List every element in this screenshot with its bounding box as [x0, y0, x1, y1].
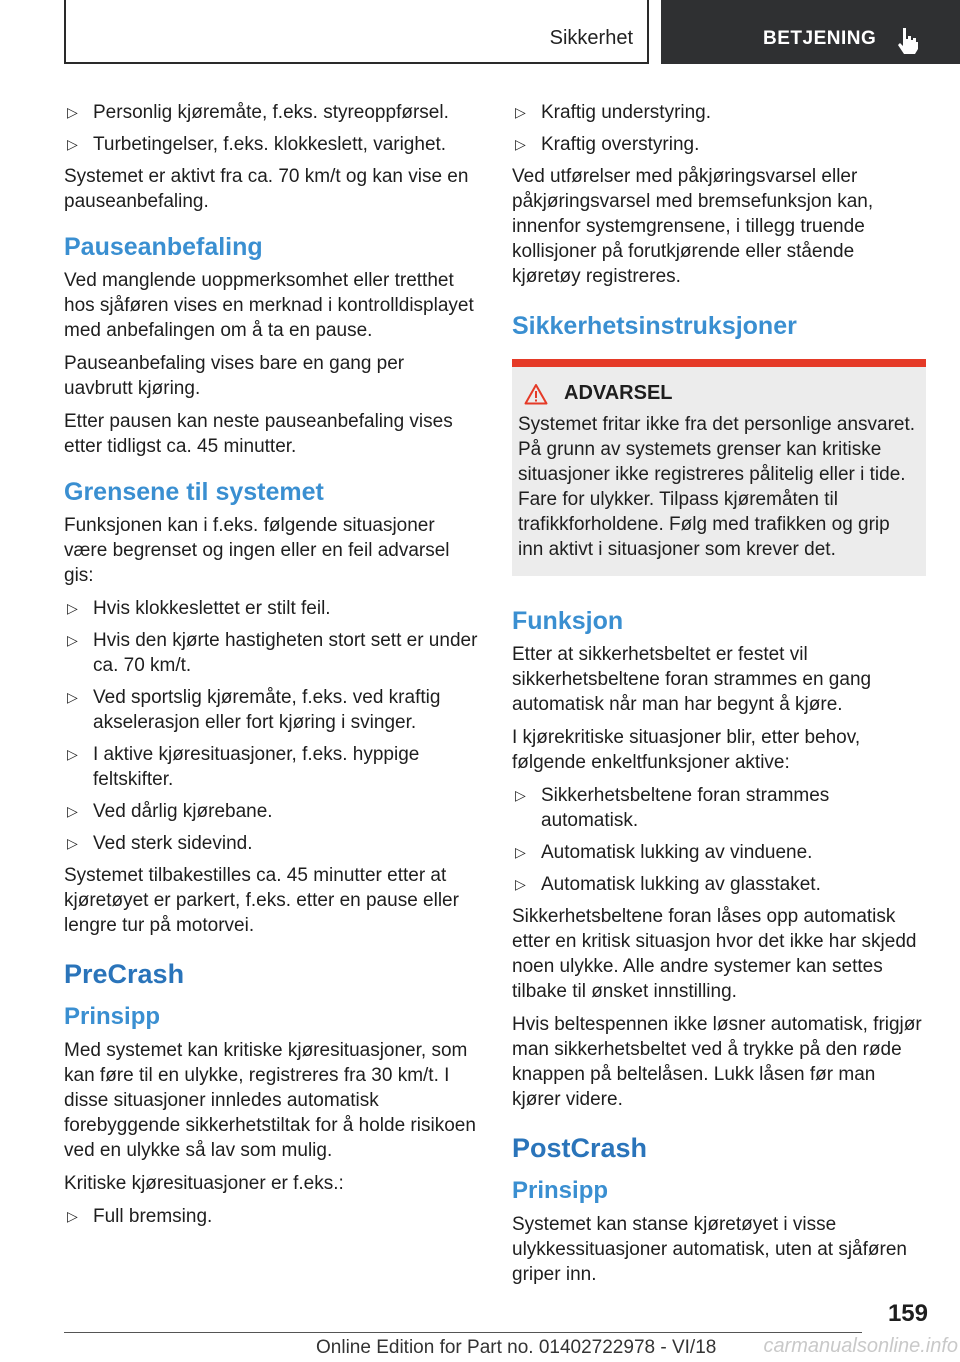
bullet-triangle-icon: ▷	[67, 600, 78, 616]
paragraph: Pauseanbefaling vises bare en gang per uavbrutt kjøring.	[64, 353, 405, 399]
header-section-box	[64, 0, 649, 64]
heading-postcrash: PostCrash	[512, 1133, 648, 1163]
heading-grensene: Grensene til systemet	[64, 478, 324, 506]
heading-precrash: PreCrash	[64, 959, 185, 989]
list-item: ▷ Sikkerhetsbeltene foran strammes automatisk.	[512, 783, 926, 833]
paragraph: Systemet tilbakestilles ca. 45 minutter etter at kjøretøyet er parkert, f.eks. etter en pause eller lengre tur på motorvei.	[64, 865, 459, 936]
left-column	[64, 100, 478, 1236]
bullet-triangle-icon: ▷	[67, 835, 78, 851]
footer-edition: Online Edition for Part no. 01402722978 - VI/18	[316, 1337, 717, 1358]
heading-sikkerhetsinstruksjoner: Sikkerhetsinstruksjoner	[512, 312, 797, 340]
warning-triangle-icon	[524, 383, 548, 405]
list-item: ▷ Automatisk lukking av vinduene.	[512, 840, 926, 865]
list-item: ▷ I aktive kjøresituasjoner, f.eks. hyppige feltskifter.	[64, 742, 478, 792]
list-item: ▷ Hvis klokkeslettet er stilt feil.	[64, 596, 478, 621]
paragraph: Hvis beltespennen ikke løsner automatisk, frigjør man sikkerhetsbeltet ved å trykke på den røde knappen på beltelåsen. Lukk låsen før man kjører videre.	[512, 1014, 922, 1110]
footer-divider	[64, 1332, 862, 1333]
paragraph: I kjørekritiske situasjoner blir, etter behov, følgende enkeltfunksjoner aktive:	[512, 727, 861, 773]
warning-box	[512, 359, 926, 576]
bullet-triangle-icon: ▷	[515, 844, 526, 860]
list-item: ▷ Ved dårlig kjørebane.	[64, 799, 478, 824]
bullet-triangle-icon: ▷	[67, 746, 78, 762]
paragraph: Ved utførelser med påkjøringsvarsel eller påkjøringsvarsel med bremsefunksjon kan, innenfor systemgrensene, i tillegg truende kollisjoner på forutkjørende eller stående kjøretøy registreres.	[512, 166, 874, 287]
bullet-triangle-icon: ▷	[515, 876, 526, 892]
list-item: ▷ Turbetingelser, f.eks. klokkeslett, varighet.	[64, 132, 478, 157]
bullet-triangle-icon: ▷	[515, 787, 526, 803]
bullet-triangle-icon: ▷	[515, 136, 526, 152]
list-item: ▷ Full bremsing.	[64, 1204, 478, 1229]
warning-header	[518, 381, 918, 406]
bullet-triangle-icon: ▷	[67, 803, 78, 819]
header-section-title: Sikkerhet	[549, 27, 633, 49]
list-item: ▷ Hvis den kjørte hastigheten stort sett er under ca. 70 km/t.	[64, 628, 478, 678]
list-item: ▷ Kraftig understyring.	[512, 100, 926, 125]
paragraph: Ved manglende uoppmerksomhet eller tretthet hos sjåføren vises en merknad i kontrolldisplayet med anbefalingen om å ta en pause.	[64, 270, 474, 341]
list-item: ▷ Personlig kjøremåte, f.eks. styreoppførsel.	[64, 100, 478, 125]
heading-funksjon: Funksjon	[512, 607, 624, 635]
paragraph: Systemet er aktivt fra ca. 70 km/t og kan vise en pauseanbefaling.	[64, 166, 469, 212]
paragraph: Funksjonen kan i f.eks. følgende situasjoner være begrenset og ingen eller en feil advarsel gis:	[64, 515, 450, 586]
list-item: ▷ Automatisk lukking av glasstaket.	[512, 872, 926, 897]
header-chapter-box	[661, 0, 960, 64]
heading-prinsipp: Prinsipp	[64, 1003, 161, 1030]
bullet-triangle-icon: ▷	[67, 689, 78, 705]
hand-pointer-icon	[895, 25, 921, 55]
bullet-triangle-icon: ▷	[67, 136, 78, 152]
paragraph: Med systemet kan kritiske kjøresituasjoner, som kan føre til en ulykke, registreres fra 30 km/t. I disse situasjoner innledes automatisk forebyggende sikkerhetstiltak for å holde risikoen ved en ulykke så lav som mulig.	[64, 1040, 476, 1161]
header-chapter-title: BETJENING	[763, 28, 877, 49]
bullet-triangle-icon: ▷	[67, 104, 78, 120]
paragraph: Etter at sikkerhetsbeltet er festet vil sikkerhetsbeltene foran strammes en gang automatisk når man har begynt å kjøre.	[512, 644, 872, 715]
right-column	[512, 100, 926, 1295]
paragraph: Sikkerhetsbeltene foran låses opp automatisk etter en kritisk situasjon hvor det ikke har skjedd noen ulykke. Alle andre systemer kan settes tilbake til ønsket innstilling.	[512, 906, 917, 1002]
paragraph: Etter pausen kan neste pauseanbefaling vises etter tidligst ca. 45 minutter.	[64, 411, 453, 457]
paragraph: Kritiske kjøresituasjoner er f.eks.:	[64, 1173, 344, 1194]
bullet-triangle-icon: ▷	[67, 632, 78, 648]
paragraph: Systemet kan stanse kjøretøyet i visse ulykkessituasjoner automatisk, uten at sjåføren griper inn.	[512, 1214, 907, 1285]
warning-title: ADVARSEL	[564, 382, 673, 404]
bullet-triangle-icon: ▷	[67, 1208, 78, 1224]
list-item: ▷ Ved sportslig kjøremåte, f.eks. ved kraftig akselerasjon eller fort kjøring i svinger.	[64, 685, 478, 735]
warning-text: Systemet fritar ikke fra det personlige ansvaret. På grunn av systemets grenser kan kritiske situasjoner ikke registreres pålitelig eller i tide. Fare for ulykker. Tilpass kjøremåten til trafikkforholdene. Følg med trafikken og grip inn aktivt i situasjoner som krever det.	[518, 414, 916, 560]
list-item: ▷ Ved sterk sidevind.	[64, 831, 478, 856]
bullet-triangle-icon: ▷	[515, 104, 526, 120]
list-item: ▷ Kraftig overstyring.	[512, 132, 926, 157]
page-number: 159	[887, 1300, 928, 1327]
heading-pauseanbefaling: Pauseanbefaling	[64, 233, 263, 261]
watermark: carmanualsonline.info	[763, 1335, 958, 1357]
heading-prinsipp: Prinsipp	[512, 1177, 609, 1204]
